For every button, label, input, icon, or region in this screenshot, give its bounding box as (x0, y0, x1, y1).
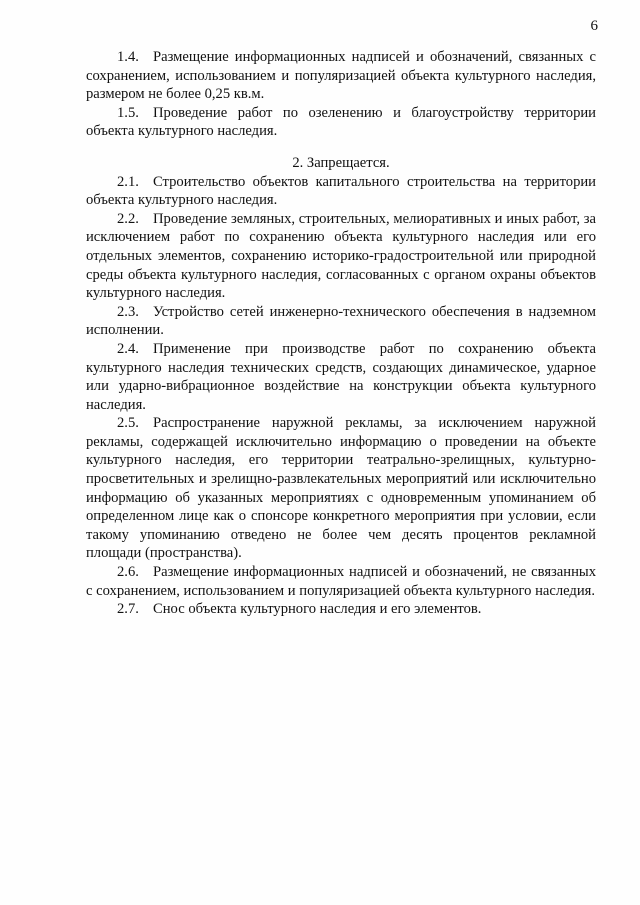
paragraph-text: Снос объекта культурного наследия и его элементов. (153, 601, 482, 618)
section-heading: 2. Запрещается. (292, 154, 390, 171)
paragraph-item (86, 48, 596, 104)
paragraph-number: 2.6. (117, 564, 139, 581)
paragraph-item (86, 340, 596, 414)
paragraph-text: Проведение работ по озеленению и благоустройству территории объекта культурного наследия. (86, 104, 596, 140)
paragraph-item (86, 173, 596, 210)
paragraph-text: Строительство объектов капитального строительства на территории объекта культурного наследия. (86, 173, 596, 209)
paragraph-item (86, 563, 596, 600)
paragraph-number: 2.5. (117, 415, 139, 432)
paragraph-text: Размещение информационных надписей и обозначений, не связанных с сохранением, использованием и популяризацией объекта культурного наследия. (86, 564, 596, 599)
paragraph-text: Применение при производстве работ по сохранению объекта культурного наследия технических средств, создающих динамическое, ударное или ударно-вибрационное воздействие на конструкции объекта культурного наследия. (86, 340, 596, 413)
paragraph-number: 2.3. (117, 303, 139, 320)
section-2-prohibitions (86, 173, 596, 619)
paragraph-number: 1.5. (117, 104, 139, 121)
paragraph-item (86, 600, 596, 619)
paragraph-text: Размещение информационных надписей и обозначений, связанных с сохранением, использованием и популяризацией объекта культурного наследия, размером не более 0,25 кв.м. (86, 49, 596, 103)
paragraph-text: Проведение земляных, строительных, мелиоративных и иных работ, за исключением работ по сохранению объекта культурного наследия или его отдельных элементов, сохранению историко-градостроительной или природной среды объекта культурного наследия, согласованных с органом охраны объектов культурного наследия. (86, 210, 596, 302)
paragraph-item (86, 104, 596, 141)
paragraph-item (86, 210, 596, 303)
paragraph-number: 2.4. (117, 340, 139, 357)
section-1-continued (86, 48, 596, 141)
paragraph-text: Распространение наружной рекламы, за исключением наружной рекламы, содержащей исключительно информацию о проведении на объекте культурного наследия, его территории театрально-зрелищных, культурно-просветительных и зрелищно-развлекательных мероприятий или исключительно информацию об указанных мероприятиях с одновременным упоминанием об определенном лице как о спонсоре конкретного мероприятия при условии, если такому упоминанию отведено не более чем десять процентов рекламной площади (пространства). (86, 415, 596, 562)
paragraph-number: 1.4. (117, 49, 139, 65)
paragraph-text: Устройство сетей инженерно-технического обеспечения в надземном исполнении. (86, 303, 596, 339)
paragraph-item (86, 414, 596, 563)
paragraph-number: 2.1. (117, 173, 139, 190)
paragraph-number: 2.7. (117, 601, 139, 618)
paragraph-number: 2.2. (117, 210, 139, 227)
paragraph-item (86, 303, 596, 340)
page-number: 6 (590, 18, 598, 34)
document-body (86, 48, 596, 619)
